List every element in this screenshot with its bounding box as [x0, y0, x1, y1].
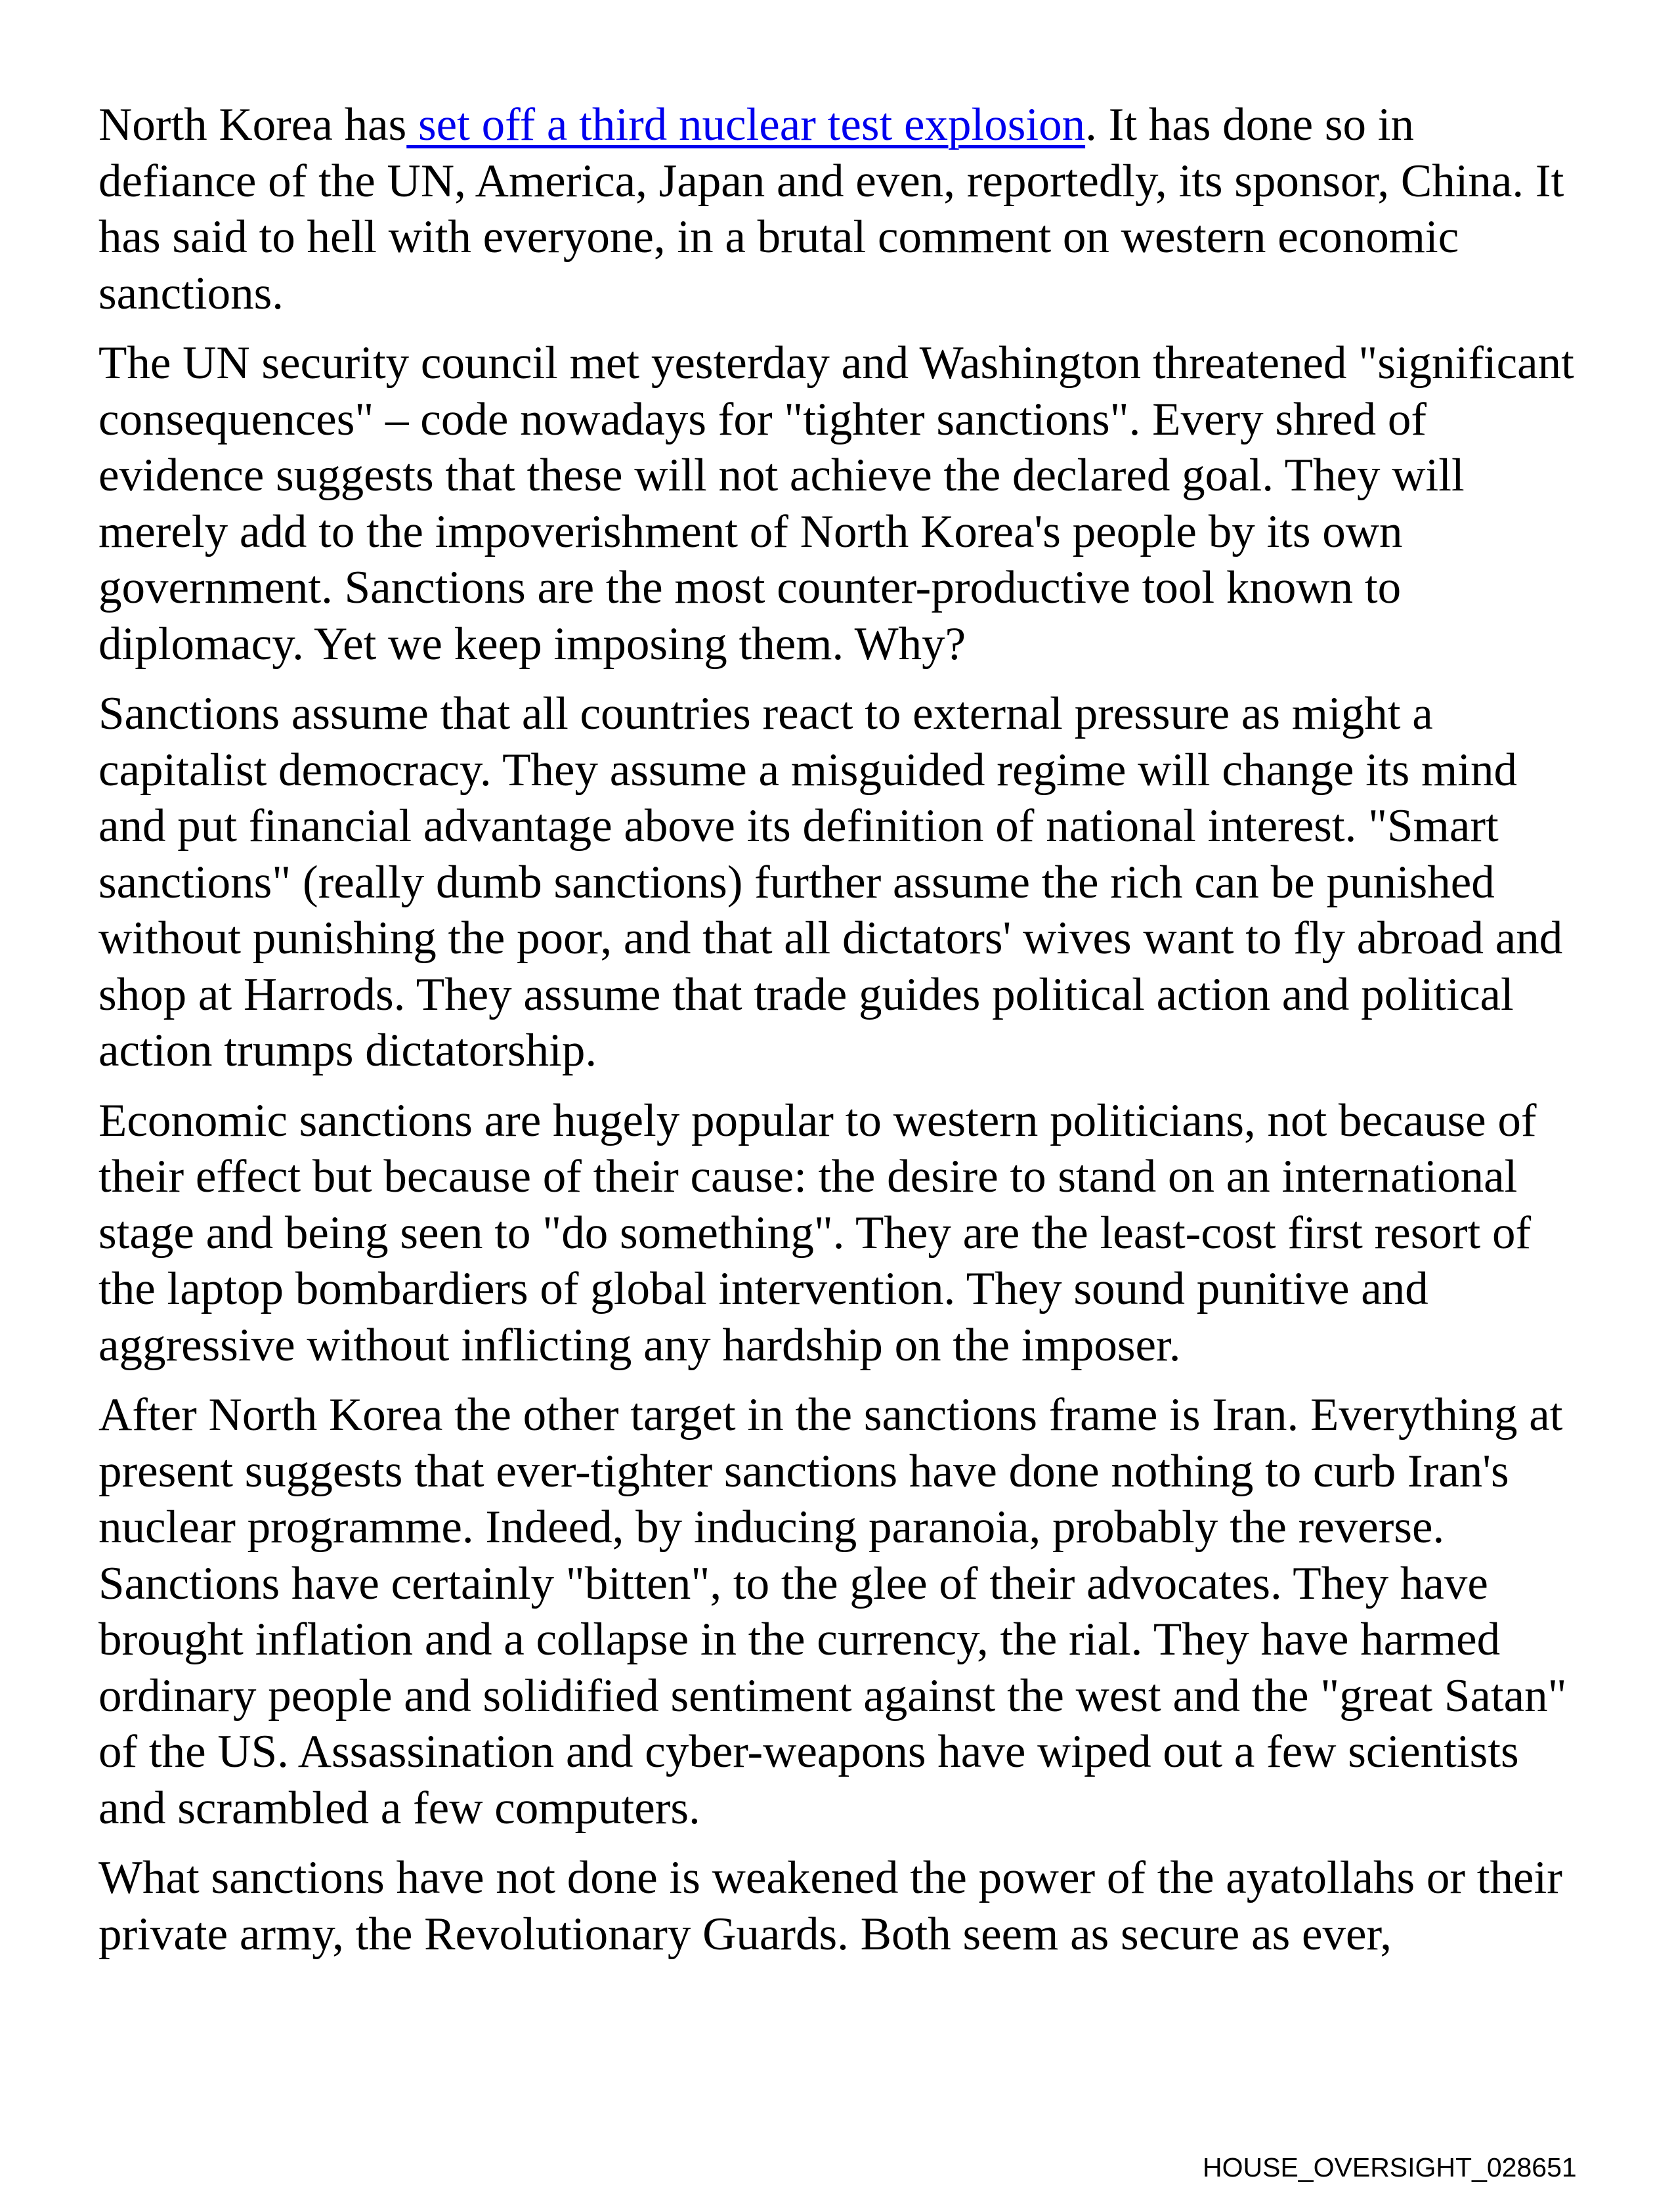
paragraph-6: What sanctions have not done is weakened the power of the ayatollahs or their private army, the Revolutionary Guards. Both seem as secure as ever, [98, 1852, 1562, 1960]
paragraph-3: Sanctions assume that all countries react to external pressure as might a capitalist democracy. They assume a misguided regime will change its mind and put financial advantage above its definition of national interest. "Smart sanctions" (really dumb sanctions) further assume the rich can be punished without punishing the poor, and that all dictators' wives want to fly abroad and shop at Harrods. They assume that trade guides political action and political action trumps dictatorship. [98, 688, 1563, 1076]
bates-stamp: HOUSE_OVERSIGHT_028651 [1203, 2152, 1577, 2182]
paragraph-1 [98, 97, 1582, 322]
nuclear-test-link[interactable]: set off a third nuclear test explosion [406, 99, 1086, 150]
document-body [98, 97, 1582, 1976]
paragraph-2: The UN security council met yesterday and Washington threatened "significant consequences" – code nowadays for "tighter sanctions". Every shred of evidence suggests that these will not achieve the declared goal. They will merely add to the impoverishment of North Korea's people by its own government. Sanctions are the most counter-productive tool known to diplomacy. Yet we keep imposing them. Why? [98, 337, 1574, 670]
paragraph-5: After North Korea the other target in the sanctions frame is Iran. Everything at present suggests that ever-tighter sanctions have done nothing to curb Iran's nuclear programme. Indeed, by inducing paranoia, probably the reverse. Sanctions have certainly "bitten", to the glee of their advocates. They have brought inflation and a collapse in the currency, the rial. They have harmed ordinary people and solidified sentiment against the west and the "great Satan" of the US. Assassination and cyber-weapons have wiped out a few scientists and scrambled a few computers. [98, 1389, 1567, 1834]
paragraph-1-text-end: . It has done so in defiance of the UN, America, Japan and even, reportedly, its sponsor, China. It has said to hell with everyone, in a brutal comment on western economic sanctions. [98, 99, 1564, 319]
paragraph-4: Economic sanctions are hugely popular to western politicians, not because of their effect but because of their cause: the desire to stand on an international stage and being seen to "do something". They are the least-cost first resort of the laptop bombardiers of global intervention. They sound punitive and aggressive without inflicting any hardship on the imposer. [98, 1095, 1537, 1371]
paragraph-1-text-start: North Korea has [98, 99, 407, 150]
